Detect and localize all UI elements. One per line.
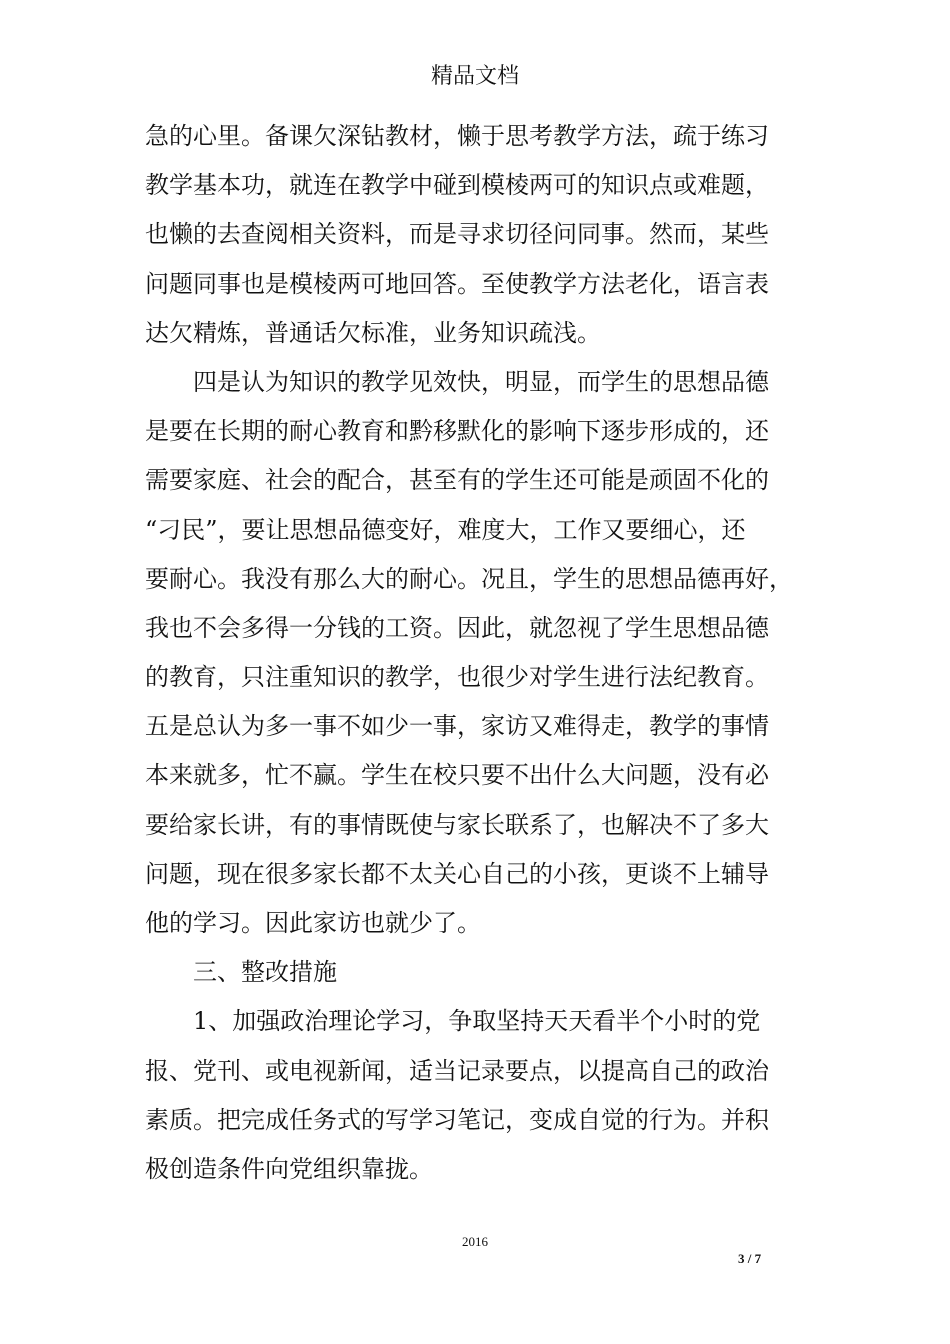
section-heading: 三、整改措施 bbox=[193, 958, 337, 987]
text-line: 我也不会多得一分钱的工资。因此，就忽视了学生思想品德 bbox=[145, 613, 769, 642]
page-number: 3 / 7 bbox=[738, 1251, 762, 1266]
document-body bbox=[145, 112, 815, 1194]
text-line: 极创造条件向党组织靠拢。 bbox=[145, 1154, 433, 1183]
footer-year: 2016 bbox=[462, 1234, 488, 1249]
paragraph-start-line: 1、加强政治理论学习，争取坚持天天看半个小时的党 bbox=[193, 1007, 761, 1036]
text-line: 要给家长讲，有的事情既使与家长联系了，也解决不了多大 bbox=[145, 810, 769, 839]
text-line: 是要在长期的耐心教育和黔移默化的影响下逐步形成的，还 bbox=[145, 417, 769, 446]
text-line: “刁民”，要让思想品德变好，难度大，工作又要细心，还 bbox=[145, 515, 746, 544]
page-header: 精品文档 bbox=[430, 64, 519, 89]
text-line: 问题同事也是模棱两可地回答。至使教学方法老化，语言表 bbox=[145, 269, 769, 298]
text-line: 需要家庭、社会的配合，甚至有的学生还可能是顽固不化的 bbox=[145, 466, 769, 495]
text-line: 素质。把完成任务式的写学习笔记，变成自觉的行为。并积 bbox=[145, 1105, 769, 1134]
text-line: 他的学习。因此家访也就少了。 bbox=[145, 909, 481, 937]
text-line: 急的心里。备课欠深钻教材，懒于思考教学方法，疏于练习 bbox=[145, 122, 769, 150]
paragraph-start-line: 五是总认为多一事不如少一事，家访又难得走，教学的事情 bbox=[145, 712, 769, 741]
text-line: 报、党刊、或电视新闻，适当记录要点，以提高自己的政治 bbox=[145, 1056, 769, 1085]
text-line: 也懒的去查阅相关资料，而是寻求切径问同事。然而，某些 bbox=[145, 220, 769, 249]
text-line: 的教育，只注重知识的教学，也很少对学生进行法纪教育。 bbox=[145, 663, 769, 692]
text-line: 本来就多，忙不赢。学生在校只要不出什么大问题，没有必 bbox=[145, 761, 769, 790]
text-line: 要耐心。我没有那么大的耐心。况且，学生的思想品德再好， bbox=[145, 564, 793, 593]
text-line: 教学基本功，就连在教学中碰到模棱两可的知识点或难题， bbox=[145, 171, 769, 200]
text-line: 问题，现在很多家长都不太关心自己的小孩，更谈不上辅导 bbox=[145, 859, 769, 888]
paragraph-start-line: 四是认为知识的教学见效快，明显，而学生的思想品德 bbox=[193, 367, 769, 396]
text-line: 达欠精炼，普通话欠标准，业务知识疏浅。 bbox=[145, 318, 601, 347]
